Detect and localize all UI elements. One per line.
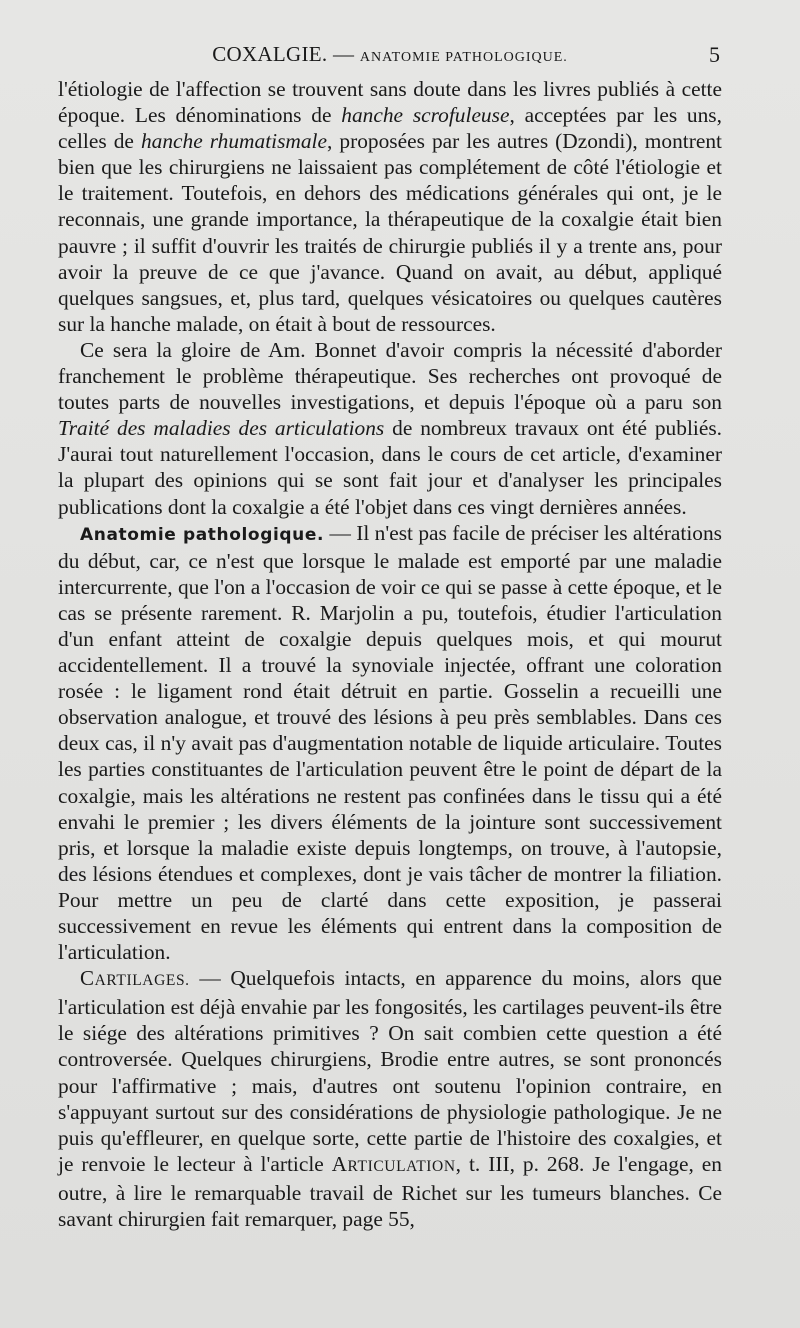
paragraph-text: Ce sera la gloire de Am. Bonnet d'avoir compris la nécessité d'aborder franchement le problème thérapeutique. Ses recherches ont provoqué de toutes parts de nouvelles investigations, et depuis l'époque où a paru son bbox=[58, 337, 722, 415]
italic-term: hanche rhumatismale bbox=[140, 129, 327, 154]
paragraph-anatomie bbox=[58, 520, 722, 966]
paragraph-text: — Il n'est pas facile de préciser les altérations du début, car, ce n'est que lorsque le malade est emporté par une maladie intercurrente, que l'on a l'occasion de voir ce qui se passe à cette époque, et le cas se présente rarement. R. Marjolin a pu, toutefois, étudier l'articulation d'un enfant atteint de coxalgie depuis quelques mois, et qui mourut accidentellement. Il a trouvé la synoviale injectée, offrant une coloration rosée : le ligament rond était détruit en partie. Gosselin a recueilli une observation analogue, et trouvé des lésions à peu près semblables. Dans ces deux cas, il n'y avait pas d'augmentation notable de liquide articulaire. Toutes les parties constituantes de l'articulation peuvent être le point de départ de la coxalgie, mais les altérations ne restent pas confinées dans le tissu qui a été envahi le premier ; les divers éléments de la jointure sont successivement pris, et lorsque la maladie existe depuis longtemps, on trouve, à l'autopsie, des lésions étendues et complexes, dont je vais tâcher de montrer la filiation. Pour mettre un peu de clarté dans cette exposition, je passerai successivement en revue les éléments qui entrent dans la composition de l'articulation. bbox=[58, 520, 722, 965]
paragraph-text: , proposées par les autres (Dzondi), montrent bien que les chirurgiens ne laissaient pas complétement de côté l'étiologie et le traitement. Toutefois, en dehors des médications générales qui ont, je le reconnais, une grande importance, la thérapeutique de la coxalgie était bien pauvre ; il suffit d'ouvrir les traités de chirurgie publiés il y a trente ans, pour avoir la preuve de ce que j'avance. Quand on avait, au début, appliqué quelques sangsues, et, plus tard, quelques vésicatoires ou quelques cautères sur la hanche malade, on était à bout de ressources. bbox=[58, 129, 722, 336]
paragraph-text: , acceptées par les uns, celles de bbox=[58, 103, 722, 154]
paragraph-bonnet bbox=[58, 337, 722, 520]
article-reference: ARTICULATION bbox=[331, 1151, 456, 1176]
running-title-separator: — bbox=[333, 42, 355, 66]
running-title bbox=[58, 42, 722, 67]
paragraph-text: , t. III, p. 268. Je l'engage, en outre, à lire le remarquable travail de Richet sur les tumeurs blanches. Ce savant chirurgien fait remarquer, page 55, bbox=[58, 1151, 722, 1232]
body-text bbox=[58, 76, 722, 1232]
paragraph-text: — Quelquefois intacts, en apparence du moins, alors que l'articulation est déjà envahie par les fongosités, les cartilages peuvent-ils être le siége des altérations primitives ? On sait combien cette question a été controversée. Quelques chirurgiens, Brodie entre autres, se sont prononcés pour l'affirmative ; mais, d'autres ont soutenu l'opinion contraire, en s'appuyant surtout sur des considérations de physiologie pathologique. Je ne puis qu'effleurer, en quelque sorte, cette partie de l'histoire des coxalgies, et je renvoie le lecteur à l'article bbox=[58, 966, 722, 1176]
running-title-sub: ANATOMIE PATHOLOGIQUE. bbox=[359, 50, 568, 65]
paragraph-cartilages bbox=[58, 965, 722, 1232]
paragraph-text: de nombreux travaux ont été publiés. J'aurai tout naturellement l'occasion, dans le cours de cet article, d'examiner la plupart des opinions qui se sont fait jour et d'analyser les principales publications dont la coxalgie a été l'objet dans ces vingt dernières années. bbox=[58, 416, 722, 519]
cartilages-heading: CARTILAGES. bbox=[80, 966, 190, 991]
page-number: 5 bbox=[709, 42, 720, 67]
italic-term: hanche scrofuleuse bbox=[341, 103, 510, 128]
running-header bbox=[58, 40, 722, 72]
section-heading: Anatomie pathologique. bbox=[80, 524, 325, 545]
paragraph-etiologie bbox=[58, 76, 722, 337]
running-title-main: COXALGIE. bbox=[212, 42, 328, 66]
paragraph-text: l'étiologie de l'affection se trouvent sans doute dans les livres publiés à cette époque. Les dénominations de bbox=[58, 77, 722, 128]
italic-book-title: Traité des maladies des articulations bbox=[58, 416, 385, 441]
